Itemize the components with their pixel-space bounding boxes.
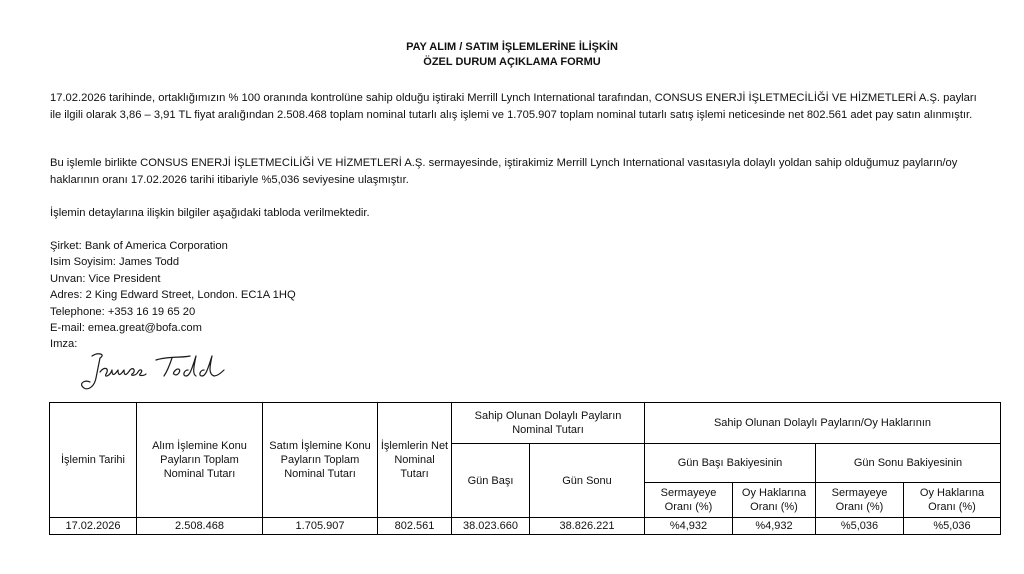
contact-title: Unvan: Vice President	[50, 272, 161, 285]
table-row	[50, 518, 1001, 535]
paragraph-details-intro: İşlemin detaylarına ilişkin bilgiler aşağıdaki tabloda verilmektedir.	[50, 207, 370, 219]
signature-image	[78, 348, 228, 396]
cell-start-nominal: 38.023.660	[452, 518, 530, 535]
cell-sell: 1.705.907	[263, 518, 378, 535]
header-start-capital-ratio: Sermayeye Oranı (%)	[645, 483, 733, 518]
header-end-day: Gün Sonu	[530, 444, 645, 518]
contact-address: Adres: 2 King Edward Street, London. EC1A 1HQ	[50, 289, 296, 302]
contact-phone: Telephone: +353 16 19 65 20	[50, 305, 196, 318]
form-title-line1: PAY ALIM / SATIM İŞLEMLERİNE İLİŞKİN	[406, 41, 618, 53]
header-nominal-group: Sahip Olunan Dolaylı Payların Nominal Tutarı	[452, 403, 645, 444]
cell-end-nominal: 38.826.221	[530, 518, 645, 535]
header-buy-nominal: Alım İşlemine Konu Payların Toplam Nominal Tutarı	[137, 403, 263, 518]
header-start-voting-ratio: Oy Haklarına Oranı (%)	[733, 483, 816, 518]
cell-start-capital: %4,932	[645, 518, 733, 535]
header-start-day: Gün Başı	[452, 444, 530, 518]
cell-end-voting: %5,036	[904, 518, 1001, 535]
paragraph-transaction: 17.02.2026 tarihinde, ortaklığımızın % 100 oranında kontrolüne sahip olduğu iştiraki Merrill Lynch International tarafından, CONSUS ENERJİ İŞLETMECİLİĞİ VE HİZMETLERİ A.Ş. payları ile ilgili olarak 3,86 – 3,91 TL fiyat aralığından 2.508.468 toplam nominal tutarlı alış işlemi ve 1.705.907 toplam nominal tutarlı satış işlemi neticesinde net 802.561 adet pay satın alınmıştır.	[50, 92, 977, 121]
transaction-table	[49, 402, 1001, 535]
signature-label: Imza:	[50, 338, 78, 351]
cell-end-capital: %5,036	[816, 518, 904, 535]
contact-block	[50, 238, 296, 353]
contact-name: Isim Soyisim: James Todd	[50, 256, 180, 269]
cell-net: 802.561	[378, 518, 452, 535]
header-date: İşlemin Tarihi	[50, 403, 137, 518]
header-ratio-group: Sahip Olunan Dolaylı Payların/Oy Haklarının	[645, 403, 1001, 444]
header-net-nominal: İşlemlerin Net Nominal Tutarı	[378, 403, 452, 518]
header-start-balance: Gün Başı Bakiyesinin	[645, 444, 816, 483]
header-end-voting-ratio: Oy Haklarına Oranı (%)	[904, 483, 1001, 518]
header-sell-nominal: Satım İşlemine Konu Payların Toplam Nominal Tutarı	[263, 403, 378, 518]
paragraph-ratio: Bu işlemle birlikte CONSUS ENERJİ İŞLETMECİLİĞİ VE HİZMETLERİ A.Ş. sermayesinde, iştirakimiz Merrill Lynch International vasıtasıyla dolaylı yoldan sahip olduğumuz payların/oy haklarının oranı 17.02.2026 tarihi itibariyle %5,036 seviyesine ulaşmıştır.	[50, 157, 958, 186]
cell-start-voting: %4,932	[733, 518, 816, 535]
cell-buy: 2.508.468	[137, 518, 263, 535]
contact-email: E-mail: emea.great@bofa.com	[50, 322, 202, 335]
form-title-line2: ÖZEL DURUM AÇIKLAMA FORMU	[423, 56, 601, 68]
contact-company: Şirket: Bank of America Corporation	[50, 240, 228, 252]
header-end-balance: Gün Sonu Bakiyesinin	[816, 444, 1001, 483]
header-end-capital-ratio: Sermayeye Oranı (%)	[816, 483, 904, 518]
cell-date: 17.02.2026	[50, 518, 137, 535]
